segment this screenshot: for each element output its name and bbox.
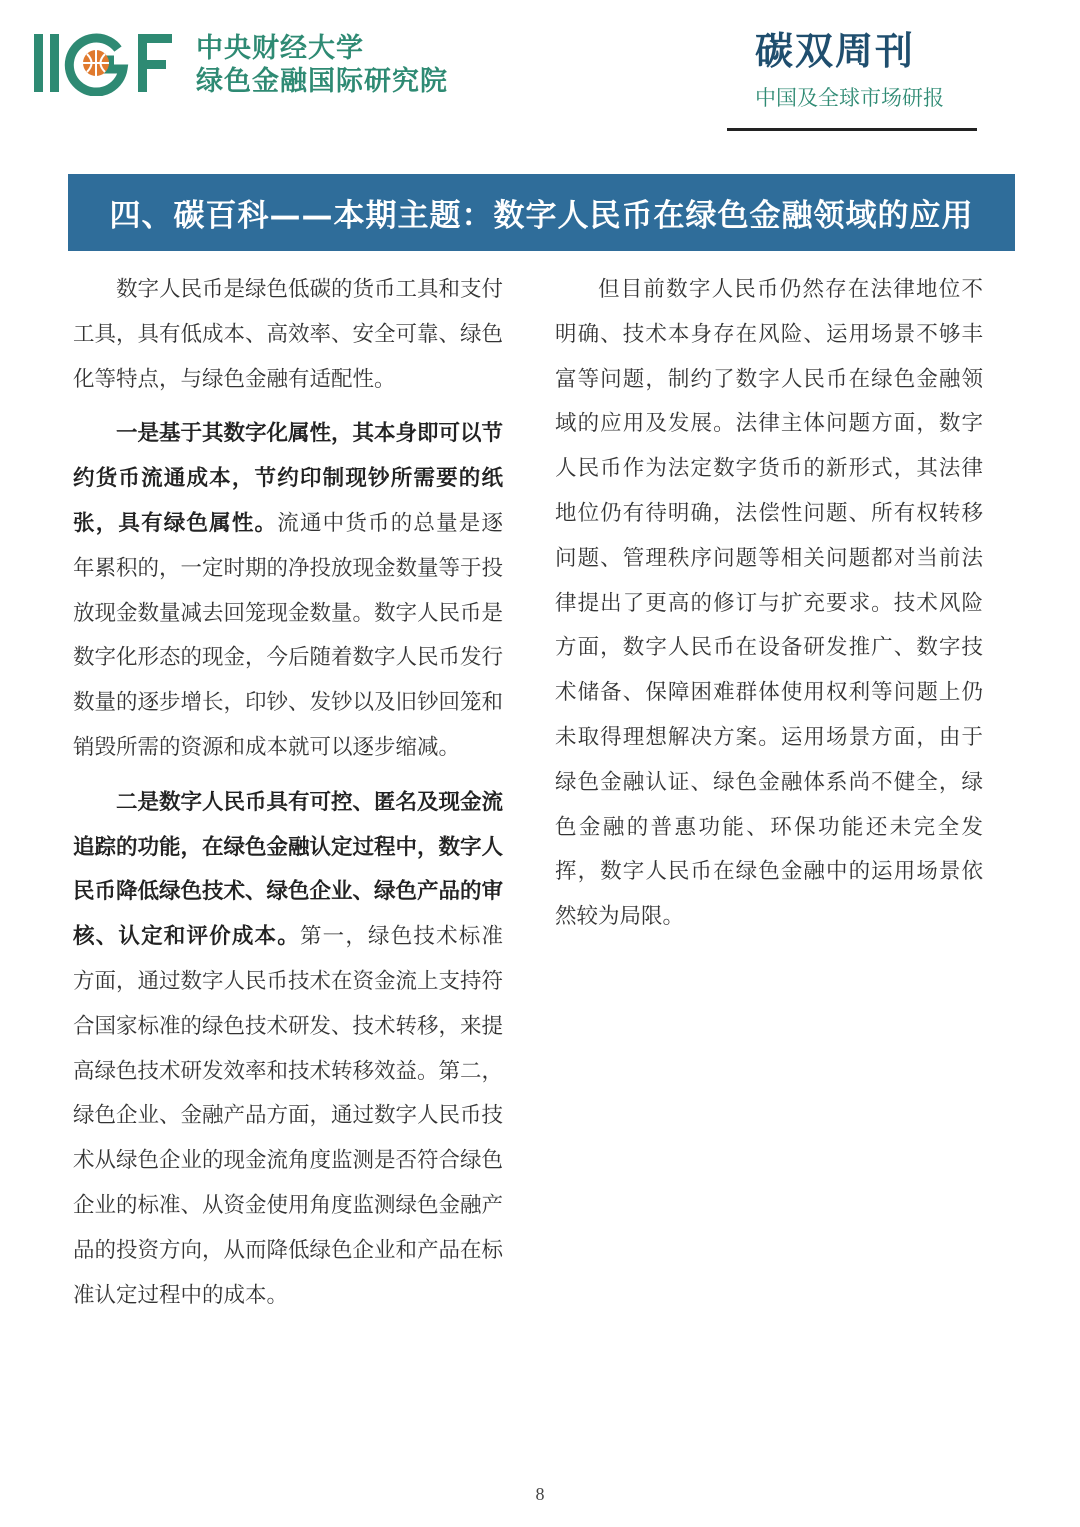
right-column [555, 268, 983, 950]
section-banner [68, 174, 1015, 251]
paragraph-intro: 数字人民币是绿色低碳的货币工具和支付工具，具有低成本、高效率、安全可靠、绿色化等特点，与绿色金融有适配性。 [73, 277, 504, 392]
page-number: 8 [535, 1484, 545, 1504]
paragraph-point-two [73, 781, 503, 1319]
institution-line-1: 中央财经大学 [196, 33, 364, 64]
section-title: 四、碳百科——本期主题：数字人民币在绿色金融领域的应用 [109, 198, 974, 234]
publication-block [755, 28, 977, 112]
header-divider [727, 128, 977, 131]
point-one-heading: 一是基于其数字化属性，其本身即可以节约货币流通成本，节约印制现钞所需要的纸张，具有绿色属性。 [73, 421, 504, 536]
iigf-logo [34, 30, 184, 96]
point-one-text: 流通中货币的总量是逐年累积的，一定时期的净投放现金数量等于投放现金数量减去回笼现金数量。数字人民币是数字化形态的现金，今后随着数字人民币发行数量的逐步增长，印钞、发钞以及旧钞回笼和销毁所需的资源和成本就可以逐步缩减。 [73, 510, 504, 760]
point-two-text: 第一，绿色技术标准方面，通过数字人民币技术在资金流上支持符合国家标准的绿色技术研发、技术转移，来提高绿色技术研发效率和技术转移效益。第二，绿色企业、金融产品方面，通过数字人民币技术从绿色企业的现金流角度监测是否符合绿色企业的标准、从资金使用角度监测绿色金融产品的投资方向，从而降低绿色企业和产品在标准认定过程中的成本。 [73, 924, 504, 1308]
publication-title: 碳双周刊 [755, 29, 916, 73]
paragraph-point-one [73, 412, 503, 770]
page-header [0, 0, 1080, 140]
paragraph-challenges: 但目前数字人民币仍然存在法律地位不明确、技术本身存在风险、运用场景不够丰富等问题，制约了数字人民币在绿色金融领域的应用及发展。法律主体问题方面，数字人民币作为法定数字货币的新形式，其法律地位仍有待明确，法偿性问题、所有权转移问题、管理秩序问题等相关问题都对当前法律提出了更高的修订与扩充要求。技术风险方面，数字人民币在设备研发推广、数字技术储备、保障困难群体使用权利等问题上仍未取得理想解决方案。运用场景方面，由于绿色金融认证、绿色金融体系尚不健全，绿色金融的普惠功能、环保功能还未完全发挥，数字人民币在绿色金融中的运用场景依然较为局限。 [555, 277, 983, 930]
left-column [73, 268, 503, 1328]
institution-name [196, 32, 448, 98]
institution-line-2: 绿色金融国际研究院 [196, 66, 448, 97]
point-two-heading: 二是数字人民币具有可控、匿名及现金流追踪的功能，在绿色金融认定过程中，数字人民币降低绿色技术、绿色企业、绿色产品的审核、认定和评价成本。 [73, 789, 504, 950]
publication-subtitle: 中国及全球市场研报 [755, 86, 944, 110]
